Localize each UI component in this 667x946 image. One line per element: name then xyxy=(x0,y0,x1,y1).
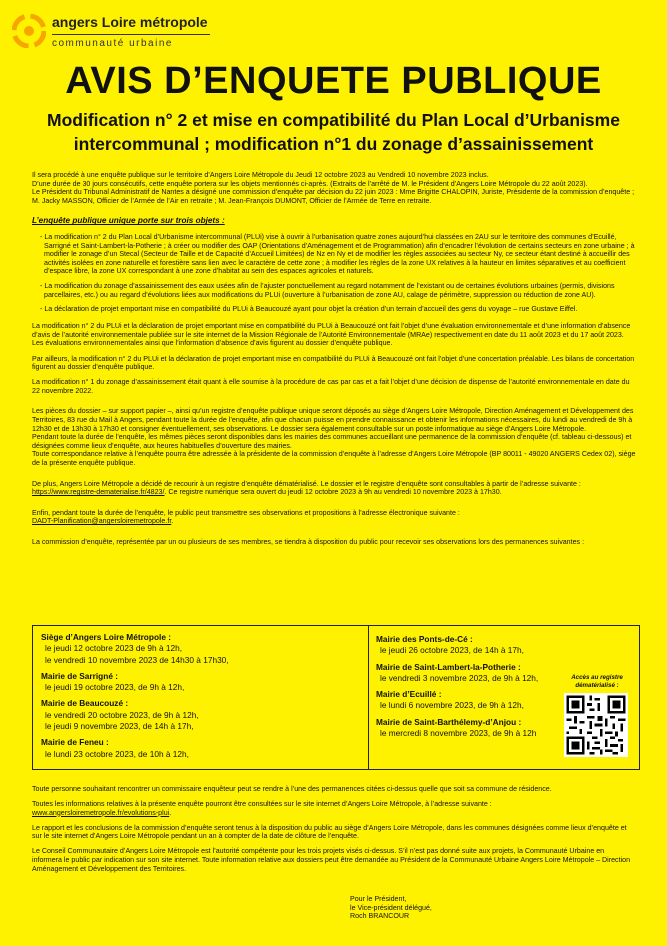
signature-line-2: le Vice-président délégué, xyxy=(350,903,432,912)
email-text: Enfin, pendant toute la durée de l’enquête, le public peut transmettre ses observations et propositions à l’adresse électronique suivante : xyxy=(32,508,460,517)
paragraph-permanences-intro: La commission d’enquête, représentée par un ou plusieurs de ses membres, se tiendra à disposition du public pour recevoir ses observations lors des permanences suivantes : xyxy=(32,537,585,546)
notice-footer xyxy=(32,785,636,873)
objects-item-assainissement: - La modification du zonage d’assainissement des eaux usées afin de l’ajuster ponctuellement au regard notamment de l’existant ou de certaines évolutions urbaines (permis, divisions parcellaires, etc.) ou au regard d’évolutions liées aux modifications du PLUi (ouverture à l’urbanisation de zone AU, calage de périmètre, suppression ou réduction de zone AU). xyxy=(40,281,615,299)
paragraph-email xyxy=(32,509,636,526)
permanence-date: le vendredi 20 octobre 2023, de 9h à 12h, xyxy=(45,709,199,720)
paragraph-zonage: La modification n° 1 du zonage d’assainissement était quant à elle soumise à la procédure de cas par cas et a fait l’objet d’une décision de dispense de l’autorité environnementale en date du 22 novembre 2022. xyxy=(32,378,630,395)
logo-rule xyxy=(52,34,210,35)
dossier-correspondance: Toute correspondance relative à l’enquête pourra être adressée à la présidente de la commission d’enquête à l’adresse d’Angers Loire Métropole (BP 80011 - 49020 ANGERS Cedex 02), siège de la présente enquête publique. xyxy=(32,450,636,467)
permanence-place: Mairie de Feneu : xyxy=(41,737,109,748)
signature-block xyxy=(350,895,432,921)
permanence-date: le lundi 23 octobre 2023, de 10h à 12h, xyxy=(45,748,189,759)
permanence-place: Siège d’Angers Loire Métropole : xyxy=(41,632,172,642)
footer-rencontre: Toute personne souhaitant rencontrer un commissaire enquêteur peut se rendre à l’une des permanences citées ci-dessus quelle que soit sa commune de résidence. xyxy=(32,785,552,793)
permanence-place: Mairie de Sarrigné : xyxy=(41,670,119,681)
permanence-date: le lundi 6 novembre 2023, de 9h à 12h, xyxy=(380,700,524,711)
intro-dates: Il sera procédé à une enquête publique sur le territoire d’Angers Loire Métropole du Jeudi 12 octobre 2023 au Vendredi 10 novembre 2023 inclus. xyxy=(32,171,489,179)
dossier-text: Les pièces du dossier – sur support papier –, ainsi qu’un registre d’enquête publique unique seront déposés au siège d’Angers Loire Métropole, Direction Aménagement et Développement des Territoires, 83 rue du Mail à Angers, pendant toute la durée de l’enquête, afin que chacun puisse en prendre connaissance et obtenir les informations nécessaires, du lundi au vendredi de 9h à 12h30 et de 13h30 à 17h30 et consigner éventuellement, ses observations. Le dossier sera également consultable sur un poste informatique au siège d’Angers Loire Métropole. xyxy=(32,407,634,433)
permanence-place: Mairie des Ponts-de-Cé : xyxy=(376,634,473,644)
logo xyxy=(12,10,212,54)
intro-commission: Le Président du Tribunal Administratif de Nantes a désigné une commission d’enquête par décision du 22 juin 2023 : Mme Brigitte CHALOPIN, Juriste, Présidente de la commission d’enquête ; M. Jacky MASSON, Officier de l’Armée de l’Air en retraite ; M. Jean-François DUMONT, Officier de l’Armée de Terre en retraite. xyxy=(32,188,635,205)
qr-label: Accès au registre dématérialisé : xyxy=(571,674,623,689)
objects-list xyxy=(32,233,636,314)
permanence-date: le jeudi 26 octobre 2023, de 14h à 17h, xyxy=(380,645,524,656)
column-divider xyxy=(368,626,369,769)
footer-rapport: Le rapport et les conclusions de la commission d’enquête seront tenus à la disposition du public au siège d’Angers Loire Métropole, dans les communes désignées comme lieux d’enquête et sur le site internet d’Angers Loire Métropole pendant un an à compter de la date de clôture de l’enquête. xyxy=(32,823,627,841)
email-text-end: . xyxy=(171,517,174,526)
footer-info-text: Toutes les informations relatives à la présente enquête pourront être consultées sur le site internet d’Angers Loire Métropole, à l’adresse suivante : xyxy=(32,800,492,809)
permanence-date: le jeudi 12 octobre 2023 de 9h à 12h, xyxy=(45,643,183,654)
permanence-date: le jeudi 9 novembre 2023, de 14h à 17h, xyxy=(45,721,194,732)
logo-mark-icon xyxy=(12,14,46,48)
paragraph-registre xyxy=(32,480,636,497)
qr-code-icon[interactable] xyxy=(564,693,628,757)
footer-info-end: . xyxy=(169,808,172,817)
permanence-place: Mairie de Saint-Lambert-la-Potherie : xyxy=(376,661,521,672)
permanence-date: le vendredi 3 novembre 2023, de 9h à 12h, xyxy=(380,672,539,683)
dossier-mairies: Pendant toute la durée de l’enquête, les mêmes pièces seront disponibles dans les mairies des communes accueillant une permanence de la commission d’enquête (cf. tableau ci-dessous) et désignées comme lieux d’enquête, aux heures habituelles d’ouverture des mairies. xyxy=(32,433,632,450)
permanence-date: le vendredi 10 novembre 2023 de 14h30 à 17h30, xyxy=(45,654,229,665)
intro-duration: D’une durée de 30 jours consécutifs, cette enquête portera sur les objets mentionnés ci-après. (Extraits de l’arrêté de M. le Président d’Angers Loire Métropole du 22 août 2023). xyxy=(32,179,588,188)
footer-site-link[interactable]: www.angersloiremetropole.fr/evolutions-plui xyxy=(32,808,170,817)
objects-item-plui: - La modification n° 2 du Plan Local d’Urbanisme intercommunal (PLUi) vise à ouvrir à l’urbanisation quatre zones aujourd’hui classées en 2AU sur le territoire des communes d’Ecuillé, Sarrigné et Saint-Lambert-la-Potherie ; à créer ou modifier des OAP (Orientations d’Aménagement et de Programmation) afin d’encadrer l’évolution de certains secteurs en zone urbaine ; à modifier le zonage d’un Stecal (Secteur de Taille et de Capacité d’Accueil Limitées) de Nz en Ny et de modifier les règles associées au secteur Ny, ce secteur étant destiné à accueillir des activités isolées en zone naturelle et forestière sans lien avec le caractère de cette zone ; à modifier les règles de la zone UX relatives à la hauteur en limites séparatives et au coefficient d’espace libre, la zone UX correspondant à une zone d’habitat au sein des espaces agricoles et naturels. xyxy=(40,232,635,276)
logo-subtitle: communauté urbaine xyxy=(52,38,173,49)
permanences-left-column xyxy=(41,632,331,760)
signature-name: Roch BRANCOUR xyxy=(350,912,410,921)
paragraph-env-evaluation: La modification n° 2 du PLUi et la déclaration de projet emportant mise en compatibilité du PLUi à Beaucouzé ont fait l’objet d’une évaluation environnementale et d’une information d’absence d’avis de l’autorité environnementale publiée sur le site internet de la Mission Régionale de l’Autorité Environnementale (MRAe) respectivement en date du 11 août 2023 et du 17 août 2023. Les évaluations environnementales ainsi que l’information d’absence d’avis figurent au dossier d’enquête publique. xyxy=(32,322,631,348)
permanence-date: le mercredi 8 novembre 2023, de 9h à 12h xyxy=(380,728,537,739)
footer-conseil: Le Conseil Communautaire d’Angers Loire Métropole est l’autorité compétente pour les trois projets visés ci-dessus. S’il n’est pas donné suite aux projets, la Communauté Urbaine en informera le public par indication sur son site internet. Toute information relative aux dossiers peut être demandée au Président de la Communauté Urbaine Angers Loire Métropole – Direction Aménagement et Développement des Territoires. xyxy=(32,847,631,873)
objects-heading: L’enquête publique unique porte sur trois objets : xyxy=(32,216,225,226)
registre-link[interactable]: https://www.registre-dematerialise.fr/4823/ xyxy=(32,488,165,497)
notice-body xyxy=(32,171,636,547)
permanences-table xyxy=(32,625,640,770)
page-subtitle: Modification n° 2 et mise en compatibilité du Plan Local d’Urbanisme intercommunal ; modification n°1 du zonage d’assainissement xyxy=(47,110,620,154)
objects-item-beaucouze: - La déclaration de projet emportant mise en compatibilité du PLUi à Beaucouzé ayant pour objet la création d’un terrain d’accueil des gens du voyage – rue Gustave Eiffel. xyxy=(40,305,578,314)
registre-text: De plus, Angers Loire Métropole a décidé de recourir à un registre d’enquête dématérialisé. Le dossier et le registre d’enquête sont consultables à partir de l’adresse suivante : xyxy=(32,479,581,488)
permanence-date: le jeudi 19 octobre 2023, de 9h à 12h, xyxy=(45,682,185,693)
page-title: AVIS D’ENQUETE PUBLIQUE xyxy=(65,60,602,102)
paragraph-dossier xyxy=(32,407,636,467)
permanence-place: Mairie de Beaucouzé : xyxy=(41,698,129,709)
signature-line-1: Pour le Président, xyxy=(350,895,407,903)
email-link[interactable]: DADT-Planification@angersloiremetropole.fr xyxy=(32,517,172,526)
permanence-place: Mairie d’Ecuillé : xyxy=(376,689,442,700)
permanence-place: Mairie de Saint-Barthélemy-d’Anjou : xyxy=(376,716,522,727)
registre-text-end: . Ce registre numérique sera ouvert du jeudi 12 octobre 2023 à 9h au vendredi 10 novembre 2023 à 17h30. xyxy=(164,488,502,497)
footer-informations xyxy=(32,800,636,817)
paragraph-concertation: Par ailleurs, la modification n° 2 du PLUi et la déclaration de projet emportant mise en compatibilité du PLUi à Beaucouzé ont fait l’objet d’une concertation préalable. Les bilans de concertation figurent au dossier d’enquête publique. xyxy=(32,354,635,372)
logo-name: angers Loire métropole xyxy=(52,14,208,30)
